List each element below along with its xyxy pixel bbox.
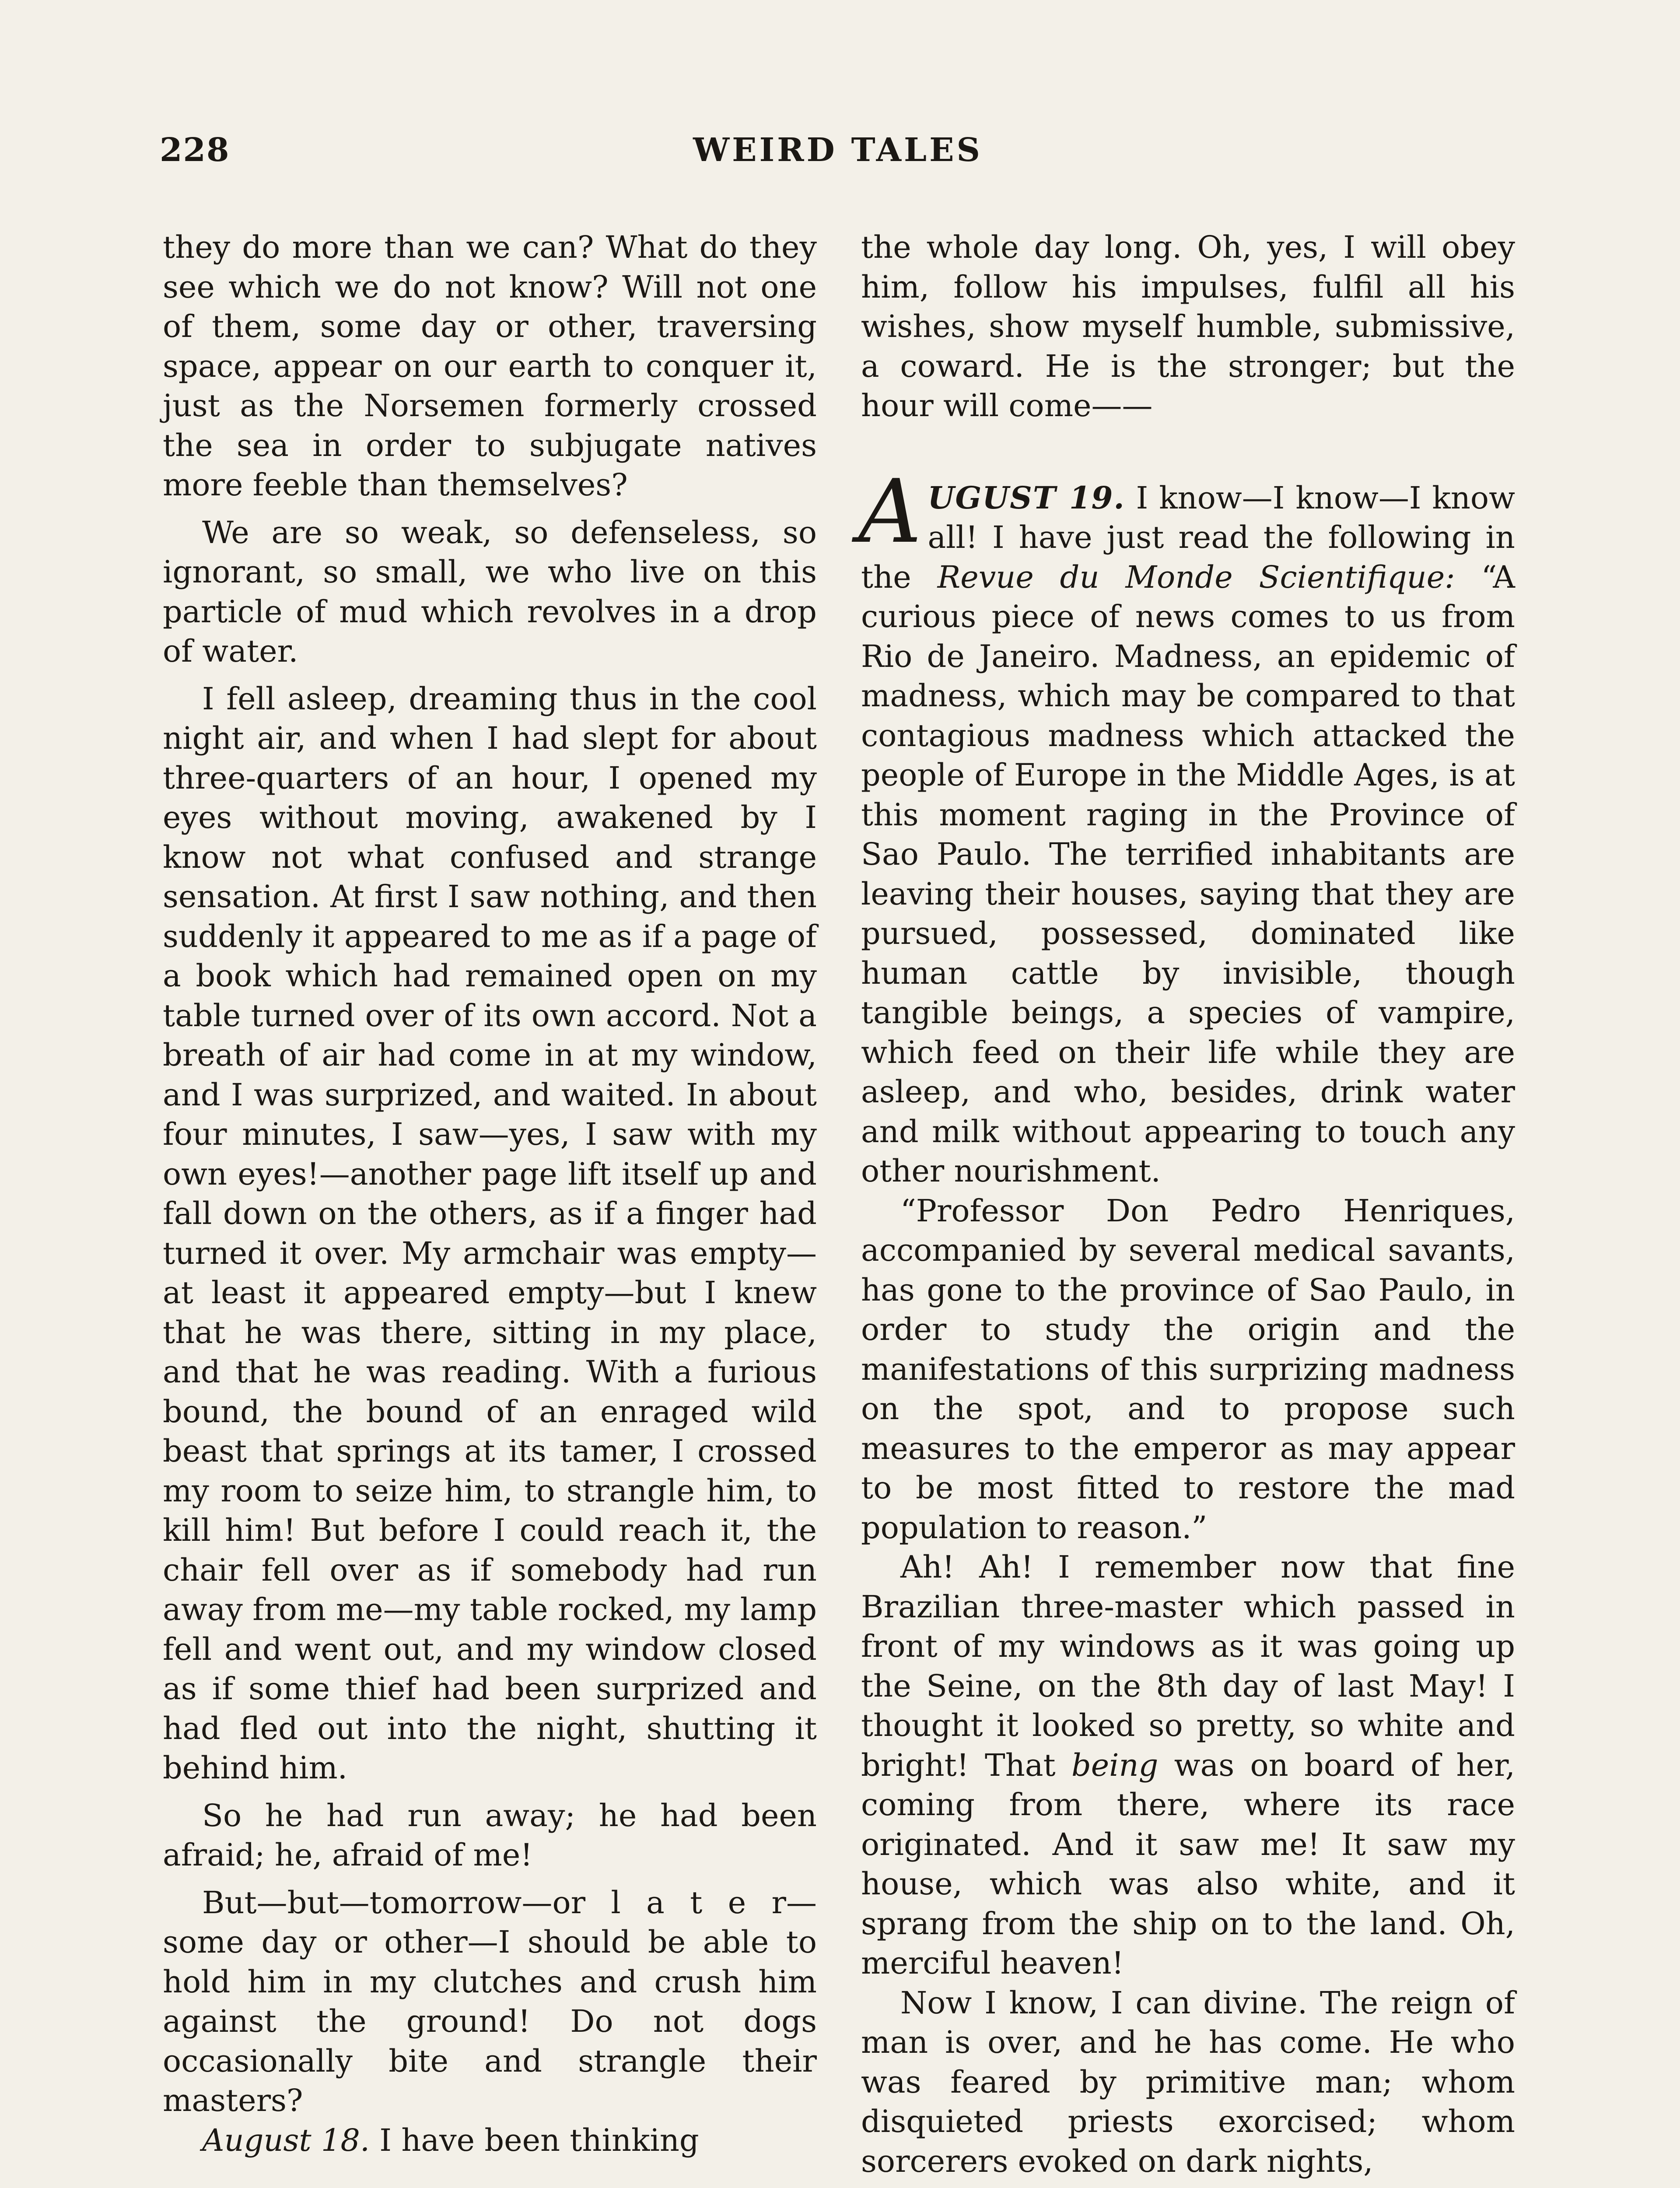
italic-word: being xyxy=(1071,1747,1158,1783)
right-column xyxy=(858,228,1515,2181)
left-column xyxy=(163,228,817,2160)
drop-cap: A xyxy=(858,460,922,563)
paragraph: they do more than we can? What do they see which we do not know? Will not one of them, some day or other, traversing space, appear on our earth to conquer it, just as the Norsemen formerly crossed the sea in order to subjugate natives more feeble than themselves? xyxy=(163,229,817,503)
entry-date: August 18. xyxy=(202,2122,370,2158)
diary-entry-august-19 xyxy=(858,460,1515,1191)
paragraph-text: was on board of her, coming from there, where its race originated. And it saw me! It saw my house, which was also white, and it sprang from the ship on to the land. Oh, merciful heaven! xyxy=(861,1747,1515,1981)
paragraph: But—but—tomorrow—or l a t e r—some day or other—I should be able to hold him in my clutches and crush him against the ground! Do not dogs occasionally bite and strangle their masters? xyxy=(163,1884,817,2118)
paragraph: Now I know, I can divine. The reign of man is over, and he has come. He who was feared by primitive man; whom disquieted priests exorcised; whom sorcerers evoked on dark nights, xyxy=(861,1985,1515,2179)
page-number: 228 xyxy=(160,131,230,169)
running-title: WEIRD TALES xyxy=(693,131,983,169)
entry-date: UGUST 19. xyxy=(928,479,1125,516)
paragraph: the whole day long. Oh, yes, I will obey him, follow his impulses, fulfil all his wishes, show myself humble, submissive, a coward. He is the stronger; but the hour will come—— xyxy=(861,229,1515,424)
diary-entry-august-18 xyxy=(163,2121,817,2160)
page-header xyxy=(160,131,1516,184)
paragraph: So he had run away; he had been afraid; he, afraid of me! xyxy=(163,1797,817,1873)
paragraph-text: Ah! Ah! I remember now that fine Brazilian three-master which passed in front of my windows as it was going up the Seine, on the 8th day of last May! I thought it looked so pretty, so white and bright! That xyxy=(861,1549,1515,1783)
paragraph: “Professor Don Pedro Henriques, accompanied by several medical savants, has gone to the province of Sao Paulo, in order to study the origin and the manifestations of this surprizing madness on the spot, and to propose such measures to the emperor as may appear to be most fitted to restore the mad population to reason.” xyxy=(861,1192,1515,1546)
entry-text: I have been thinking xyxy=(379,2122,699,2158)
paragraph xyxy=(861,1547,1515,1983)
paragraph: I fell asleep, dreaming thus in the cool night air, and when I had slept for about three-quarters of an hour, I opened my eyes without moving, awakened by I know not what confused and strange sensation. At first I saw nothing, and then suddenly it appeared to me as if a page of a book which had remained open on my table turned over of its own accord. Not a breath of air had come in at my window, and I was surprized, and waited. In about four minutes, I saw—yes, I saw with my own eyes!—another page lift itself up and fall down on the others, as if a finger had turned it over. My armchair was empty—at least it appeared empty—but I knew that he was there, sitting in my place, and that he was reading. With a furious bound, the bound of an enraged wild beast that springs at its tamer, I crossed my room to seize him, to strangle him, to kill him! But before I could reach it, the chair fell over as if somebody had run away from me—my table rocked, my lamp fell and went out, and my window closed as if some thief had been surprized and had fled out into the night, shutting it behind him. xyxy=(163,680,817,1786)
paragraph: We are so weak, so defenseless, so ignorant, so small, we who live on this particle of mud which revolves in a drop of water. xyxy=(163,514,817,669)
entry-quote: “A curious piece of news comes to us from Rio de Janeiro. Madness, an epidemic of madness, which may be compared to that contagious madness which attacked the people of Europe in the Middle Ages, is at this moment raging in the Province of Sao Paulo. The terrified inhabitants are leaving their houses, saying that they are pursued, possessed, dominated like human cattle by invisible, though tangible beings, a species of vampire, which feed on their life while they are asleep, and who, besides, drink water and milk without appearing to touch any other nourishment. xyxy=(861,559,1515,1189)
journal-title: Revue du Monde Scientifique: xyxy=(937,559,1455,595)
entry-opening: I know—I know—I know all! I have just read the following in the xyxy=(861,480,1515,595)
